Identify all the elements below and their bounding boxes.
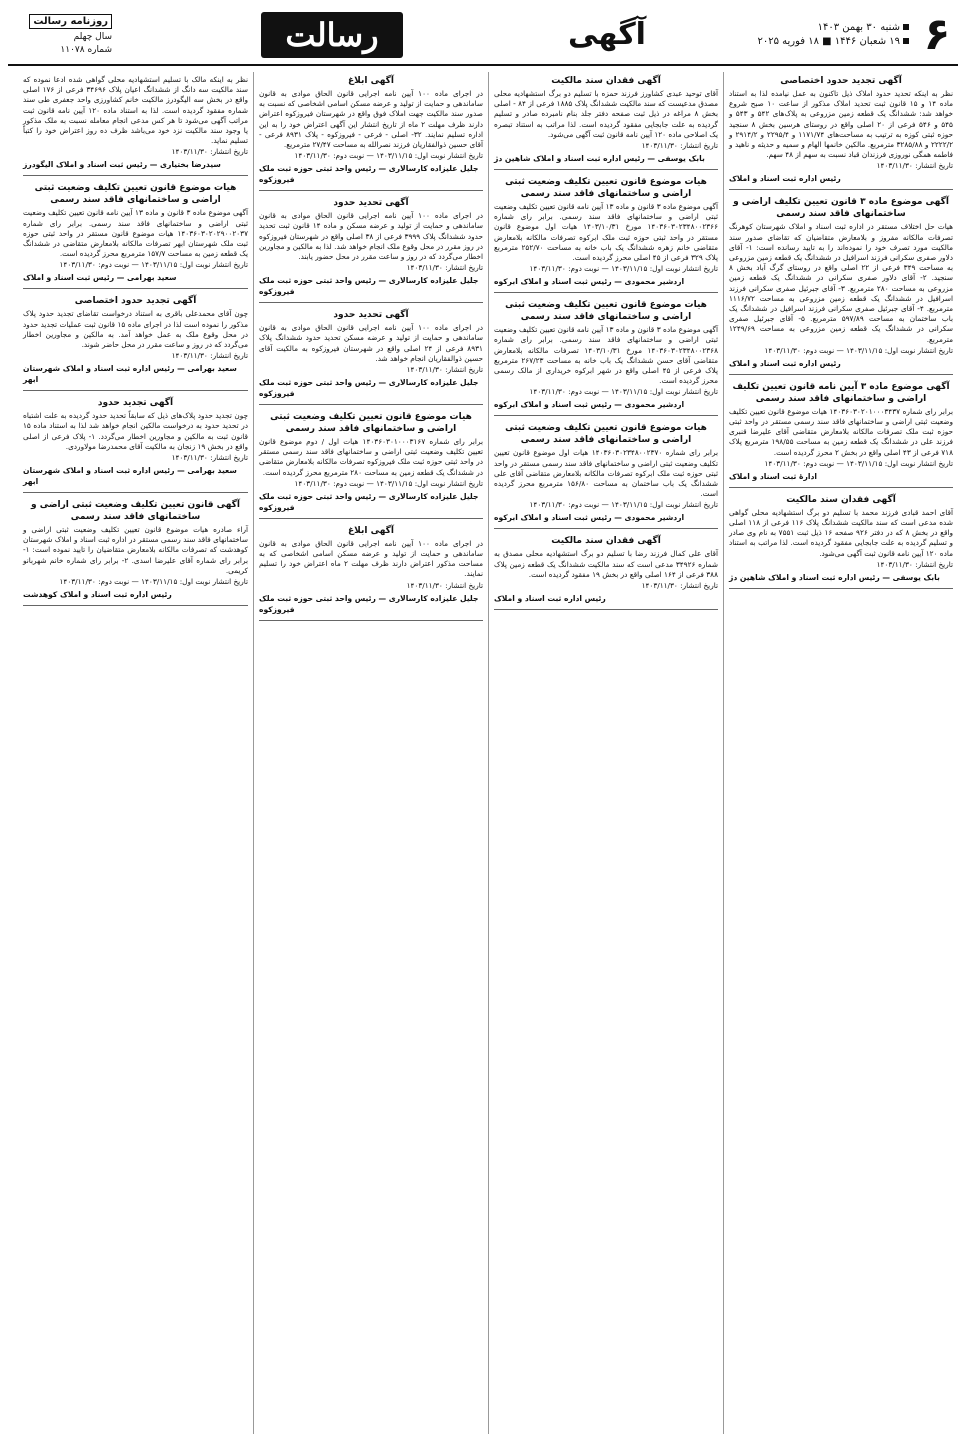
issue-label: شماره ۱۱۰۷۸ <box>60 44 112 55</box>
notice-publish-date: تاریخ انتشار نوبت اول: ۱۴۰۳/۱۱/۱۵ — نوبت دوم: ۱۴۰۳/۱۱/۳۰ <box>529 264 718 274</box>
notice-signature: بابک یوسفی — رئیس اداره ثبت اسناد و املاک شاهین دژ <box>494 154 705 164</box>
notice-publish-date: تاریخ انتشار نوبت اول: ۱۴۰۳/۱۱/۱۵ — نوبت دوم: ۱۴۰۳/۱۱/۳۰ <box>59 260 248 270</box>
notice-signature: رئیس اداره ثبت اسناد و املاک کوهدشت <box>23 590 172 600</box>
legal-notice <box>23 292 248 391</box>
notice-signature: سعید بهرامی — رئیس ثبت اسناد و املاک <box>23 273 177 283</box>
notice-publish-date: تاریخ انتشار: ۱۴۰۳/۱۱/۳۰ <box>406 365 483 375</box>
legal-notice <box>494 72 718 170</box>
notice-publish-date: تاریخ انتشار: ۱۴۰۳/۱۱/۳۰ <box>171 453 248 463</box>
legal-notice <box>729 193 953 374</box>
notice-body: برابر رای شماره ۱۴۰۳۶۰۳۰۲۳۴۸۰۰۲۳۷۰ هیات اول موضوع قانون تعیین تکلیف وضعیت ثبتی اراضی و ساختمانهای فاقد سند رسمی مستقر در واحد ثبتی حوزه ثبت ملک ابرکوه تصرفات مالکانه بلامعارض متقاضی آقای علی ششدانگ یک باب ساختمان به مساحت ۱۵۶/۸۰ مترمربع محرز گردیده است. <box>494 448 718 499</box>
notice-signature: جلیل علیزاده کارسالاری — رئیس واحد ثبتی حوزه ثبت ملک فیروزکوه <box>259 593 479 614</box>
notice-signature: اردشیر محمودی — رئیس ثبت اسناد و املاک ابرکوه <box>494 400 685 410</box>
notice-title: آگهی ابلاغ <box>348 76 394 86</box>
notice-signature: رئیس اداره ثبت اسناد و املاک <box>729 174 841 184</box>
notice-title: آگهی فقدان سند مالکیت <box>551 76 661 86</box>
notice-body: در اجرای ماده ۱۰۰ آیین نامه اجرایی قانون الحاق موادی به قانون ساماندهی و حمایت از تولید و عرضه مسکن اسامی اشخاصی که به مساحت مذکور اعتراض دارند ظرف مهلت ۲ ماه اعتراض خود را تسلیم نمایند. <box>259 538 483 579</box>
notice-body: نظر به اینکه تحدید حدود املاک ذیل تاکنون به عمل نیامده لذا به استناد ماده ۱۴ و ۱۵ قانون ثبت تحدید املاک مذکور از ساعت ۱۰ صبح شروع خواهد شد: ششدانگ یک قطعه زمین مزروعی به پلاک‌های ۵۴۲ و ۵۴۳ و ۵۴۵ و ۵۴۶ فرعی از ۲۰ اصلی واقع در روستای هرسین بخش ۸ سنجید حوزه ثبتی کوزه به ترتیب به مساحت‌های ۱۱۷۱/۷۴ و ۲۲۹۵/۴ و ۲۹۱۴/۲ و ۲۲۲۲/۲ و ۳۲۸۵/۸۸ مترمربع. مالکین خانمها الهام و سمیه و حدیثه و ناهید و فاطمه همگی نوروزی فرزندان قباد نسبت به سهم از ۴۸ سهم. <box>729 89 954 160</box>
notice-body: آقای علی کمال فرزند رضا با تسلیم دو برگ استشهادیه محلی مصدق به شماره ۳۴۹۲۶ مدعی است که سند مالکیت ششدانگ یک قطعه زمین پلاک ۳۸۸ فرعی از ۱۶۴ اصلی واقع در بخش ۱۹ مفقود گردیده است. <box>494 549 718 579</box>
notice-signature: اردشیر محمودی — رئیس ثبت اسناد و املاک ابرکوه <box>494 277 685 287</box>
bullet-square-icon <box>903 24 909 30</box>
notice-body: آگهی موضوع ماده ۳ قانون و ماده ۱۳ آیین نامه قانون تعیین تکلیف وضعیت ثبتی اراضی و ساختمانهای فاقد سند رسمی. برابر رای شماره ۱۴۰۳۶۰۳۰۲۳۴۸۰۰۲۳۶۸ مورخ ۱۴۰۳/۱۰/۳۱ تصرفات مالکانه بلامعارض متقاضی آقای حسن ششدانگ یک باب خانه به مساحت ۲۶۷/۲۳ مترمربع پلاک فرعی از ۴۵ اصلی واقع در شهر ابرکوه خریداری از مالک رسمی محرز گردیده است. <box>494 325 718 386</box>
notice-body: برابر رای شماره ۱۴۰۳۶۰۳۰۲۰۱۰۰۰۳۴۳۷ هیات موضوع قانون تعیین تکلیف وضعیت ثبتی اراضی و ساختمانهای فاقد سند رسمی مستقر در واحد ثبتی حوزه ثبت ملک تصرفات مالکانه بلامعارض متقاضی آقای علیرضا قنبری فرزند علی در ششدانگ یک قطعه زمین به مساحت ۱۹۸/۵۵ مترمربع پلاک ۷۱۸ فرعی از ۴۳ اصلی واقع در بخش ۲ محرز گردیده است. <box>729 406 954 457</box>
legal-notice <box>494 419 718 529</box>
notice-publish-date: تاریخ انتشار نوبت اول: ۱۴۰۳/۱۱/۱۵ — نوبت دوم: ۱۴۰۳/۱۱/۳۰ <box>294 478 483 488</box>
notice-publish-date: تاریخ انتشار: ۱۴۰۳/۱۱/۳۰ <box>171 147 248 157</box>
notice-title: آگهی ابلاغ <box>348 525 394 536</box>
column-2 <box>488 72 723 1434</box>
legal-notice <box>23 179 248 289</box>
notice-publish-date: تاریخ انتشار نوبت اول: ۱۴۰۳/۱۱/۱۵ — نوبت دوم: ۱۴۰۳/۱۱/۳۰ <box>59 577 248 587</box>
notice-title: آگهی موضوع ماده ۳ قانون تعیین تکلیف اراضی و ساختمانهای فاقد سند رسمی <box>733 197 949 220</box>
notice-title: آگهی تجدید حدود اختصاصی <box>74 296 197 307</box>
small-logo: روزنامه رسالت <box>29 14 112 29</box>
notice-publish-date: تاریخ انتشار نوبت اول: ۱۴۰۳/۱۱/۱۵ — نوبت دوم: ۱۴۰۳/۱۱/۳۰ <box>764 345 953 355</box>
column-4 <box>18 72 253 1434</box>
notice-title: هیات موضوع قانون تعیین تکلیف وضعیت ثبتی اراضی و ساختمانهای فاقد سند رسمی <box>270 412 472 435</box>
notice-body: آراء صادره هیات موضوع قانون تعیین تکلیف وضعیت ثبتی اراضی و ساختمانهای فاقد سند رسمی مستقر در اداره ثبت اسناد و املاک شهرستان کوهدشت که تصرفات مالکانه بلامعارض متقاضیان را تایید نموده است: ۱- برابر رای شماره آقای علیرضا اسدی. ۲- برابر رای شماره خانم شهربانو کریمی. <box>23 525 249 575</box>
notice-publish-date: تاریخ انتشار: ۱۴۰۳/۱۱/۳۰ <box>876 559 953 569</box>
notice-title: هیات موضوع قانون تعیین تکلیف وضعیت ثبتی اراضی و ساختمانهای فاقد سند رسمی <box>505 300 707 323</box>
notice-title: آگهی تجدید حدود اختصاصی <box>780 76 902 86</box>
notice-signature: جلیل علیزاده کارسالاری — رئیس واحد ثبتی حوزه ثبت ملک فیروزکوه <box>259 164 479 185</box>
notice-signature: اردشیر محمودی — رئیس ثبت اسناد و املاک ابرکوه <box>494 513 685 523</box>
notice-publish-date: تاریخ انتشار نوبت اول: ۱۴۰۳/۱۱/۱۵ — نوبت دوم: ۱۴۰۳/۱۱/۳۰ <box>294 151 483 161</box>
section-title: آگهی <box>568 17 646 52</box>
notice-title: آگهی قانون تعیین تکلیف وضعیت ثبتی اراضی و ساختمانهای فاقد سند رسمی <box>30 500 240 523</box>
notice-signature: ادارۀ ثبت اسناد و املاک <box>729 471 818 481</box>
legal-notice <box>494 532 718 610</box>
notice-signature: جلیل علیزاده کارسالاری — رئیس واحد ثبتی حوزه ثبت ملک فیروزکوه <box>259 276 479 297</box>
date-line-1: شنبه ۳۰ بهمن ۱۴۰۳ <box>817 22 900 33</box>
legal-notice <box>729 72 953 190</box>
notice-title: آگهی تجدید حدود <box>97 398 174 409</box>
notice-body: آقای توحید عبدی کشاورز فرزند حمزه با تسلیم دو برگ استشهادیه محلی مصدق مدعیست که سند مالکیت ششدانگ پلاک ۱۸۸۵ فرعی از ۸۴ - اصلی بخش ۸ مراغه در ذیل ثبت صفحه دفتر جلد بنام نامبرده صادر و تسلیم گردیده به علت جابجایی مفقود گردیده است. لذا مراتب به استناد تبصره یک اصلاحی ماده ۱۲۰ آیین نامه قانون ثبت آگهی می‌شود. <box>494 89 718 139</box>
notice-signature: جلیل علیزاده کارسالاری — رئیس واحد ثبتی حوزه ثبت ملک فیروزکوه <box>259 491 479 512</box>
notice-signature: بابک یوسفی — رئیس اداره ثبت اسناد و املاک شاهین دژ <box>729 572 940 582</box>
notice-title: آگهی تحدید حدود <box>333 198 409 209</box>
notice-publish-date: تاریخ انتشار: ۱۴۰۳/۱۱/۳۰ <box>641 141 718 151</box>
notice-signature: جلیل علیزاده کارسالاری — رئیس واحد ثبتی حوزه ثبت ملک فیروزکوه <box>259 378 479 399</box>
notice-title: آگهی فقدان سند مالکیت <box>786 494 896 505</box>
legal-notice <box>729 491 953 589</box>
legal-notice <box>494 296 718 416</box>
notice-body: در اجرای ماده ۱۰۰ آیین نامه اجرایی قانون الحاق موادی به قانون ساماندهی و حمایت از تولید و عرضه مسکن و ماده ۱۴ قانون ثبت تحدید حدود ششدانگ پلاک ۳۹۹۹ فرعی از ۳۸ اصلی واقع در شهرستان فیروزکوه در روز مقرر در محل وقوع ملک انجام خواهد شد. لذا به مالکین و مجاورین اخطار می‌گردد که در روز و ساعت مقرر در محل حضور یابند. <box>259 211 483 262</box>
notice-publish-date: تاریخ انتشار: ۱۴۰۳/۱۱/۳۰ <box>406 580 483 590</box>
notice-publish-date: تاریخ انتشار: ۱۴۰۳/۱۱/۳۰ <box>641 581 718 591</box>
column-3 <box>253 72 488 1434</box>
issue-info <box>8 6 112 64</box>
notice-title: هیات موضوع قانون تعیین تکلیف وضعیت ثبتی اراضی و ساختمانهای فاقد سند رسمی <box>505 423 707 446</box>
legal-notice <box>23 496 248 606</box>
notice-body: آقای احمد قبادی فرزند محمد با تسلیم دو برگ استشهادیه محلی گواهی شده مدعی است که سند مالکیت ششدانگ پلاک ۱۱۶ فرعی از ۱۱۸ اصلی واقع در بخش ۸ که در دفتر ۹۲۶ صفحه ۱۶ ذیل ثبت ۷۵۵۱ به نام وی صادر و تسلیم گردیده به علت جابجایی مفقود گردیده است. لذا مراتب به استناد ماده ۱۲۰ آیین نامه قانون ثبت آگهی می‌شود. <box>729 507 953 558</box>
legal-notice <box>729 378 953 488</box>
notice-title: آگهی فقدان سند مالکیت <box>551 536 661 547</box>
notice-body: چون تجدید حدود پلاک‌های ذیل که سابقاً تحدید حدود گردیده به علت اشتباه در تحدید حدود به درخواست مالکین انجام خواهد شد لذا به استناد ماده ۱۵ قانون ثبت به مالکین و مجاورین اخطار می‌گردد. ۱- پلاک فرعی از اصلی واقع در بخش ۱۹ زنجان به مالکیت آقای محمدرضا مولاوردی. <box>23 411 248 451</box>
column-1 <box>723 72 958 1434</box>
date-line-2: ۱۹ شعبان ۱۴۴۶ ■ ۱۸ فوریه ۲۰۲۵ <box>757 36 900 47</box>
year-label: سال چهلم <box>73 31 112 42</box>
legal-notice <box>494 173 718 293</box>
notice-body: آگهی موضوع ماده ۳ قانون و ماده ۱۳ آیین نامه قانون تعیین تکلیف وضعیت ثبتی اراضی و ساختمانهای فاقد سند رسمی. برابر رای شماره ۱۴۰۳۶۰۳۰۲۳۴۸۰۰۲۳۶۶ مورخ ۱۴۰۳/۱۰/۳۱ هیات اول موضوع قانون مستقر در واحد ثبتی حوزه ثبت ملک ابرکوه تصرفات مالکانه بلامعارض متقاضی خانم زهره ششدانگ یک باب خانه به مساحت ۲۵۲/۷۰ مترمربع پلاک ۳۲۹ فرعی از ۴۵ اصلی محرز گردیده است. <box>494 202 718 263</box>
legal-notice <box>259 306 483 405</box>
ad-columns <box>8 72 958 1434</box>
notice-publish-date: تاریخ انتشار نوبت اول: ۱۴۰۳/۱۱/۱۵ — نوبت دوم: ۱۴۰۳/۱۱/۳۰ <box>529 500 718 510</box>
logo-text: رسالت <box>261 12 402 58</box>
notice-publish-date: تاریخ انتشار: ۱۴۰۳/۱۱/۳۰ <box>876 161 953 171</box>
page-number: ۶ <box>923 9 951 60</box>
issue-date <box>662 6 916 64</box>
notice-publish-date: تاریخ انتشار نوبت اول: ۱۴۰۳/۱۱/۱۵ — نوبت دوم: ۱۴۰۳/۱۱/۳۰ <box>529 387 718 397</box>
notice-title: هیات موضوع قانون تعیین تکلیف وضعیت ثبتی اراضی و ساختمانهای فاقد سند رسمی <box>505 177 707 200</box>
notice-signature: سعید بهرامی — رئیس اداره ثبت اسناد و املاک شهرستان ابهر <box>23 364 237 385</box>
bullet-square-icon <box>903 38 909 44</box>
notice-title: آگهی موضوع ماده ۳ آیین نامه قانون تعیین تکلیف اراضی و ساختمانهای فاقد سند رسمی <box>732 381 950 404</box>
legal-notice <box>259 522 483 621</box>
notice-publish-date: تاریخ انتشار: ۱۴۰۳/۱۱/۳۰ <box>171 351 248 361</box>
notice-body: چون آقای محمدعلی باقری به استناد درخواست تقاضای تجدید حدود پلاک مذکور را نموده است لذا در اجرای ماده ۱۵ قانون ثبت عملیات تجدید حدود در محل وقوع ملک به عمل خواهد آمد. به مالکین و مجاورین اخطار می‌گردد که در روز و ساعت مقرر در محل حاضر شوند. <box>23 309 248 350</box>
newspaper-logo <box>112 6 552 64</box>
legal-notice <box>259 408 483 519</box>
notice-signature: سعید بهرامی — رئیس اداره ثبت اسناد و املاک شهرستان ابهر <box>23 466 237 487</box>
notice-body: هیات حل اختلاف مستقر در اداره ثبت اسناد و املاک شهرستان کوهرنگ تصرفات مالکانه مفروز و بلامعارض متقاضیان که تقاضای صدور سند مالکیت مورد تصرف خود را نموده‌اند را به تایید رسانده است: ۱- آقای دلاور صفری سکرانی فرزند اسرافیل در ششدانگ یک قطعه زمین مزروعی به مساحت ۳۴۹ فرعی از ۲۲ اصلی واقع در روستای گرگ آباد بخش ۸ سنجید. ۲- آقای دلاور صفری سکرانی در ششدانگ یک قطعه زمین مزروعی به مساحت ۲۸۰ مترمربع. ۳- آقای جبرئیل صفری سکرانی فرزند اسرافیل در ششدانگ یک قطعه زمین مزروعی به مساحت ۱۱۱۶/۷۲ مترمربع. ۴- آقای جبرئیل صفری سکرانی فرزند اسرافیل در ششدانگ یک باب ساختمان به مساحت ۵۹۷/۸۹ مترمربع. ۵- آقای جبرئیل صفری سکرانی در ششدانگ یک قطعه زمین مزروعی به مساحت ۱۲۴۹/۶۹ مترمربع. <box>729 222 954 344</box>
notice-title: آگهی تحدید حدود <box>333 310 409 321</box>
notice-body: نظر به اینکه مالک با تسلیم استشهادیه محلی گواهی شده ادعا نموده که سند مالکیت سه دانگ از ششدانگ اعیان پلاک ۳۴۶۹۶ فرعی از ۱۷۶ اصلی واقع در بخش سه الیگودرز مالکیت خانم کشاورزی واحد جعفری طی سند شماره مفقود گردیده است. لذا به استناد ماده ۱۲۰ آیین نامه قانون ثبت مراتب آگهی می‌شود تا هر کس مدعی انجام معامله نسبت به ملک مذکور یا وجود سند مالکیت نزد خود می‌باشد ظرف ده روز اعتراض خود را کتباً تسلیم نماید. <box>23 75 249 146</box>
notice-publish-date: تاریخ انتشار: ۱۴۰۳/۱۱/۳۰ <box>406 263 483 273</box>
notice-title: هیات موضوع قانون تعیین تکلیف وضعیت ثبتی اراضی و ساختمانهای فاقد سند رسمی <box>34 183 237 206</box>
legal-notice <box>259 194 483 303</box>
notice-body: برابر رای شماره ۱۴۰۳۶۰۳۰۱۰۰۰۳۱۶۷ هیات اول / دوم موضوع قانون تعیین تکلیف وضعیت ثبتی اراضی و ساختمانهای فاقد سند رسمی مستقر در واحد ثبتی حوزه ثبت ملک فیروزکوه تصرفات مالکانه بلامعارض متقاضی در ششدانگ یک قطعه زمین به مساحت ۲۸۰ مترمربع محرز گردیده است. <box>259 437 484 477</box>
notice-body: در اجرای ماده ۱۰۰ آیین نامه اجرایی قانون الحاق موادی به قانون ساماندهی و حمایت از تولید و عرضه مسکن اسامی اشخاصی که نسبت به صدور سند مالکیت جهت املاک فوق واقع در شهرستان فیروزکوه اعتراض دارند ظرف مهلت ۲ ماه از تاریخ انتشار این آگهی اعتراض خود را به این اداره تسلیم نمایند. ۳۲- اصلی - فرعی - فیروزکوه - پلاک ۸۹۳۱ فرعی - آقای حسین ذوالفقاریان فرزند نصرالله به مساحت ۲۷/۴۷ مترمربع. <box>259 89 483 150</box>
notice-signature: رئیس اداره ثبت اسناد و املاک <box>729 358 841 368</box>
notice-signature: سیدرضا بختیاری — رئیس ثبت اسناد و املاک الیگودرز <box>23 160 221 170</box>
masthead <box>8 6 958 66</box>
legal-notice <box>259 72 483 191</box>
notice-body: در اجرای ماده ۱۰۰ آیین نامه اجرایی قانون الحاق موادی به قانون ساماندهی و حمایت از تولید و عرضه مسکن تحدید حدود ششدانگ پلاک ۸۹۳۱ فرعی از ۲۴ اصلی واقع در شهرستان فیروزکوه به مالکیت آقای حسین ذوالفقاریان انجام خواهد شد. <box>259 323 483 363</box>
notice-signature: رئیس اداره ثبت اسناد و املاک <box>494 594 606 604</box>
notice-publish-date: تاریخ انتشار نوبت اول: ۱۴۰۳/۱۱/۱۵ — نوبت دوم: ۱۴۰۳/۱۱/۳۰ <box>764 458 953 468</box>
legal-notice <box>23 394 248 493</box>
notice-body: آگهی موضوع ماده ۳ قانون و ماده ۱۳ آیین نامه قانون تعیین تکلیف وضعیت ثبتی اراضی و ساختمانهای فاقد سند رسمی. برابر رای شماره ۱۴۰۳۶۰۳۰۲۰۲۹۰۰۲۰۳۷ هیات موضوع قانون مستقر در واحد ثبتی حوزه ثبت ملک شهرستان ابهر تصرفات مالکانه بلامعارض متقاضی در ششدانگ یک قطعه زمین به مساحت ۱۵۷/۷ مترمربع محرز گردیده است. <box>23 208 248 259</box>
legal-notice <box>23 72 248 176</box>
